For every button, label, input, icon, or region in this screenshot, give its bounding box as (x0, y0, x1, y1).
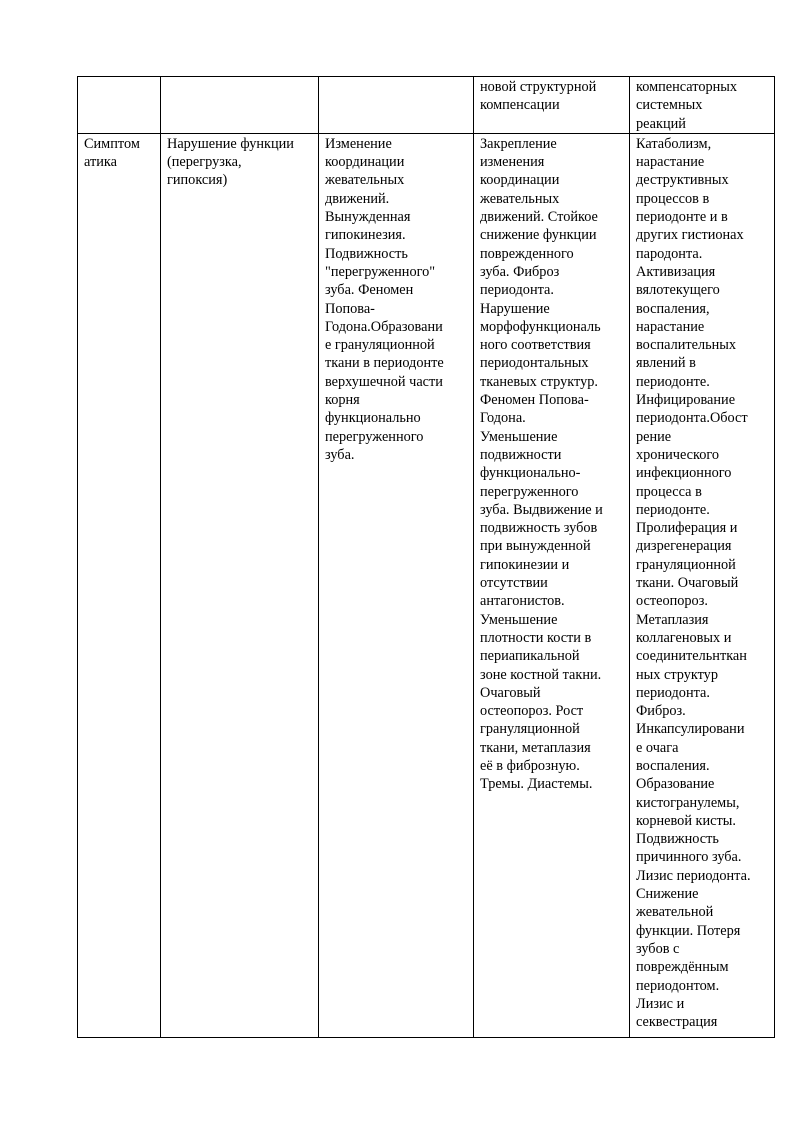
cell-function-disorder (161, 133, 319, 1037)
cell-text-line: коллагеновых и (636, 629, 732, 646)
cell-text-line: кистогранулемы, (636, 794, 740, 811)
cell-text-line: Подвижность (636, 831, 719, 848)
cell-text-line: Уменьшение (480, 428, 558, 445)
cell-text-line: Нарушение (480, 300, 550, 317)
cell-text-line: е очага (636, 739, 679, 756)
cell-text-line: явлений в (636, 355, 696, 372)
cell-text-line: Подвижность (325, 245, 408, 262)
cell-text-line: вялотекущего (636, 282, 720, 299)
cell-text-line: функционально (325, 410, 421, 427)
cell-top-col4 (474, 77, 630, 134)
cell-text-line: Уменьшение (480, 611, 558, 628)
cell-text-line: Снижение (636, 886, 699, 903)
cell-text-line: Годона. (480, 410, 526, 427)
cell-text-line: Годона.Образовани (325, 318, 443, 335)
cell-text-line: Метаплазия (636, 611, 709, 628)
cell-text-line: зубов с (636, 940, 680, 957)
cell-text-line: ткани в периодонте (325, 355, 444, 372)
cell-top-col5 (630, 77, 775, 134)
cell-text-line: периодонте. (636, 501, 710, 518)
cell-text-line: отсутствии (480, 575, 548, 592)
cell-text-line: жевательных (325, 172, 405, 189)
cell-text-line: "перегруженного" (325, 263, 436, 280)
cell-text-line: Инфицирование (636, 392, 736, 409)
cell-stage-3 (630, 133, 775, 1037)
cell-text-line: зуба. Фиброз (480, 263, 560, 280)
cell-text-line: е грануляционной (325, 337, 435, 354)
cell-text-line: причинного зуба. (636, 849, 742, 866)
cell-text-line: нарастание (636, 154, 705, 171)
cell-text-line: периодонте и в (636, 209, 728, 226)
cell-text-line: Вынужденная (325, 209, 411, 226)
cell-text-line: воспалительных (636, 337, 737, 354)
cell-text-line: функции. Потеря (636, 922, 741, 939)
cell-text-line: гипокинезия. (325, 227, 406, 244)
cell-text-line: хронического (636, 446, 720, 463)
cell-text-line: периодонтальных (480, 355, 589, 372)
cell-text-line: периодонта.Обост (636, 410, 748, 427)
cell-text-line: реакций (636, 115, 686, 132)
cell-text-line: подвижности (480, 446, 562, 463)
cell-top-col3 (319, 77, 474, 134)
table-row-symptoms (78, 133, 775, 1037)
cell-text-line: пародонта. (636, 245, 703, 262)
cell-text-line: поврежденного (480, 245, 574, 262)
cell-row-header (78, 133, 161, 1037)
cell-text-line: гипоксия) (167, 172, 228, 189)
cell-text-line: жевательных (480, 190, 560, 207)
cell-text-line: движений. Стойкое (480, 209, 598, 226)
cell-text-line: Лизис периодонта. (636, 867, 751, 884)
cell-text-line: периодонте. (636, 373, 710, 390)
cell-text-line: координации (325, 154, 405, 171)
cell-text-line: жевательной (636, 904, 714, 921)
cell-text-line: зуба. (325, 446, 355, 463)
cell-text-line: воспаления. (636, 757, 710, 774)
cell-text-line: периодонта. (636, 684, 710, 701)
cell-text-line: Лизис и (636, 995, 685, 1012)
cell-text-line: повреждённым (636, 959, 729, 976)
cell-text-line: воспаления, (636, 300, 710, 317)
cell-text-line: нарастание (636, 318, 705, 335)
cell-text-line: компенсации (480, 97, 560, 114)
cell-text-line: деструктивных (636, 172, 729, 189)
cell-text-line: Очаговый (480, 684, 541, 701)
cell-text-line: тканевых структур. (480, 373, 598, 390)
cell-text-line: соединительнткан (636, 648, 747, 665)
table-row-continuation (78, 77, 775, 134)
cell-text-line: морфофункциональ (480, 318, 601, 335)
cell-top-col1 (78, 77, 161, 134)
cell-text-line: её в фиброзную. (480, 757, 580, 774)
cell-text-line: системных (636, 97, 703, 114)
cell-text-line: компенсаторных (636, 79, 738, 95)
cell-text-line: координации (480, 172, 560, 189)
cell-text-line: Попова- (325, 300, 375, 317)
cell-text-line: дизрегенерация (636, 538, 732, 555)
cell-text-line: Закрепление (480, 135, 557, 152)
cell-text-line: корневой кисты. (636, 812, 736, 829)
cell-top-col2 (161, 77, 319, 134)
cell-text-line: (перегрузка, (167, 154, 242, 171)
cell-text-line: остеопороз. Рост (480, 703, 584, 720)
cell-text-line: остеопороз. (636, 593, 708, 610)
cell-text-line: рение (636, 428, 672, 445)
cell-text-line: периапикальной (480, 648, 580, 665)
cell-text-line: грануляционной (636, 556, 736, 573)
cell-text-line: зуба. Выдвижение и (480, 501, 603, 518)
cell-text-line: корня (325, 392, 360, 409)
cell-text-line: подвижность зубов (480, 520, 598, 537)
cell-text-line: Катаболизм, (636, 135, 712, 152)
cell-stage-1 (319, 133, 474, 1037)
cell-text-line: перегруженного (325, 428, 424, 445)
cell-text-line: функционально- (480, 465, 581, 482)
cell-text-line: ткани. Очаговый (636, 575, 739, 592)
cell-text-line: ткани, метаплазия (480, 739, 591, 756)
cell-text-line: при вынужденной (480, 538, 591, 555)
cell-text-line: Фиброз. (636, 703, 686, 720)
cell-text-line: зоне костной такни. (480, 666, 602, 683)
cell-text-line: инфекционного (636, 465, 732, 482)
cell-text-line: Симптом (84, 135, 140, 152)
cell-text-line: Феномен Попова- (480, 392, 589, 409)
cell-text-line: движений. (325, 190, 390, 207)
cell-text-line: периодонтом. (636, 977, 720, 994)
cell-text-line: снижение функции (480, 227, 597, 244)
cell-text-line: антагонистов. (480, 593, 565, 610)
cell-text-line: других гистионах (636, 227, 744, 244)
cell-text-line: Пролиферация и (636, 520, 738, 537)
cell-text-line: Образование (636, 776, 715, 793)
cell-text-line: изменения (480, 154, 545, 171)
cell-text-line: Изменение (325, 135, 392, 152)
cell-text-line: периодонта. (480, 282, 554, 299)
cell-text-line: Нарушение функции (167, 135, 294, 152)
cell-text-line: атика (84, 154, 117, 171)
cell-text-line: процесса в (636, 483, 702, 500)
cell-text-line: грануляционной (480, 721, 580, 738)
pathogenesis-table (77, 76, 775, 1038)
cell-text-line: гипокинезии и (480, 556, 570, 573)
cell-text-line: ных структур (636, 666, 718, 683)
cell-text-line: процессов в (636, 190, 710, 207)
cell-text-line: верхушечной части (325, 373, 443, 390)
cell-text-line: ного соответствия (480, 337, 591, 354)
cell-text-line: Инкапсулировани (636, 721, 745, 738)
cell-stage-2 (474, 133, 630, 1037)
cell-text-line: новой структурной (480, 79, 597, 95)
cell-text-line: секвестрация (636, 1014, 718, 1031)
cell-text-line: Тремы. Диастемы. (480, 776, 593, 793)
cell-text-line: Активизация (636, 263, 716, 280)
cell-text-line: перегруженного (480, 483, 579, 500)
cell-text-line: зуба. Феномен (325, 282, 414, 299)
cell-text-line: плотности кости в (480, 629, 592, 646)
